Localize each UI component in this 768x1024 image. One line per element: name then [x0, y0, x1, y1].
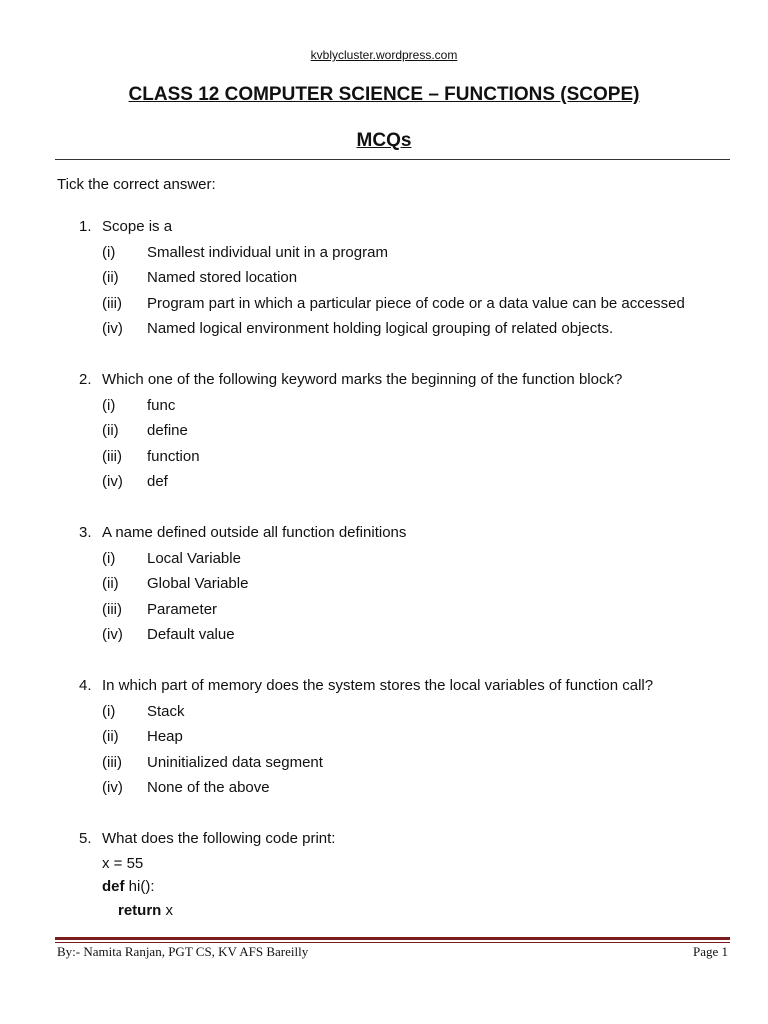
- option-number: (i): [102, 396, 116, 414]
- question-number: 1.: [79, 218, 92, 235]
- question-text: In which part of memory does the system stores the local variables of function call?: [102, 677, 654, 694]
- option-row: [0, 291, 768, 317]
- option-number: (ii): [102, 575, 119, 592]
- code-rest: hi():: [124, 878, 155, 895]
- option-number: (iii): [102, 447, 122, 465]
- question-number: 2.: [79, 371, 92, 388]
- option-row: [0, 750, 768, 776]
- question-line: [0, 520, 768, 546]
- option-text: Local Variable: [147, 549, 241, 567]
- question-line: [0, 826, 768, 852]
- question-number: 5.: [79, 830, 92, 847]
- option-row: [0, 724, 768, 750]
- option-number: (iv): [102, 779, 123, 796]
- footer-divider-thin: [55, 942, 730, 943]
- code-line: [0, 899, 768, 923]
- option-row: [0, 316, 768, 342]
- option-number: (i): [102, 549, 116, 567]
- option-row: [0, 622, 768, 648]
- header-divider: [55, 159, 730, 160]
- option-row: [0, 469, 768, 495]
- question-text: A name defined outside all function definitions: [102, 524, 407, 541]
- question-3: [0, 520, 768, 673]
- option-number: (i): [102, 243, 116, 261]
- option-number: (iv): [102, 626, 123, 643]
- page-title: CLASS 12 COMPUTER SCIENCE – FUNCTIONS (SCOPE): [128, 84, 640, 105]
- option-text: Stack: [147, 702, 185, 720]
- question-text: Scope is a: [102, 218, 173, 235]
- option-row: [0, 699, 768, 725]
- code-line: [0, 875, 768, 899]
- option-row: [0, 418, 768, 444]
- code-keyword: return: [118, 901, 162, 919]
- code-rest: x: [161, 901, 174, 919]
- option-row: [0, 393, 768, 419]
- option-number: (iv): [102, 473, 123, 490]
- question-number: 4.: [79, 677, 92, 694]
- option-row: [0, 444, 768, 470]
- option-text: Parameter: [147, 600, 218, 618]
- question-line: [0, 214, 768, 240]
- option-text: Heap: [147, 728, 183, 745]
- option-text: Uninitialized data segment: [147, 753, 323, 771]
- question-line: [0, 367, 768, 393]
- footer-divider: [55, 937, 730, 940]
- question-text: Which one of the following keyword marks the beginning of the function block?: [102, 371, 623, 388]
- option-number: (ii): [102, 269, 119, 286]
- code-keyword: def: [102, 878, 125, 895]
- code-text: x = 55: [102, 854, 144, 872]
- option-number: (iii): [102, 294, 122, 312]
- option-text: Program part in which a particular piece of code or a data value can be accessed: [147, 294, 685, 312]
- question-4: [0, 673, 768, 826]
- option-number: (iv): [102, 320, 123, 337]
- option-text: Smallest individual unit in a program: [147, 243, 388, 261]
- instructions-text: Tick the correct answer:: [57, 176, 216, 193]
- option-text: define: [147, 422, 188, 439]
- option-number: (i): [102, 702, 116, 720]
- site-url[interactable]: kvblycluster.wordpress.com: [310, 48, 458, 62]
- option-text: func: [147, 396, 176, 414]
- option-row: [0, 775, 768, 801]
- code-text: [102, 875, 155, 899]
- option-number: (ii): [102, 728, 119, 745]
- option-text: Named stored location: [147, 269, 298, 286]
- option-row: [0, 240, 768, 266]
- code-line: [0, 852, 768, 876]
- page-number: Page 1: [692, 944, 728, 959]
- question-1: [0, 214, 768, 367]
- question-list: [0, 214, 768, 922]
- code-text: [118, 899, 173, 923]
- option-row: [0, 571, 768, 597]
- question-2: [0, 367, 768, 520]
- option-row: [0, 265, 768, 291]
- option-text: Named logical environment holding logical grouping of related objects.: [147, 320, 614, 337]
- option-row: [0, 546, 768, 572]
- question-5: [0, 826, 768, 922]
- option-text: Default value: [147, 626, 235, 643]
- option-row: [0, 597, 768, 623]
- question-number: 3.: [79, 524, 92, 541]
- option-text: None of the above: [147, 779, 270, 796]
- page-subtitle: MCQs: [356, 130, 412, 151]
- option-number: (iii): [102, 600, 122, 618]
- option-number: (iii): [102, 753, 122, 771]
- option-text: Global Variable: [147, 575, 249, 592]
- option-text: def: [147, 473, 168, 490]
- question-line: [0, 673, 768, 699]
- footer-author: By:- Namita Ranjan, PGT CS, KV AFS Bareilly: [57, 944, 309, 959]
- option-text: function: [147, 447, 200, 465]
- question-text: What does the following code print:: [102, 830, 336, 847]
- option-number: (ii): [102, 422, 119, 439]
